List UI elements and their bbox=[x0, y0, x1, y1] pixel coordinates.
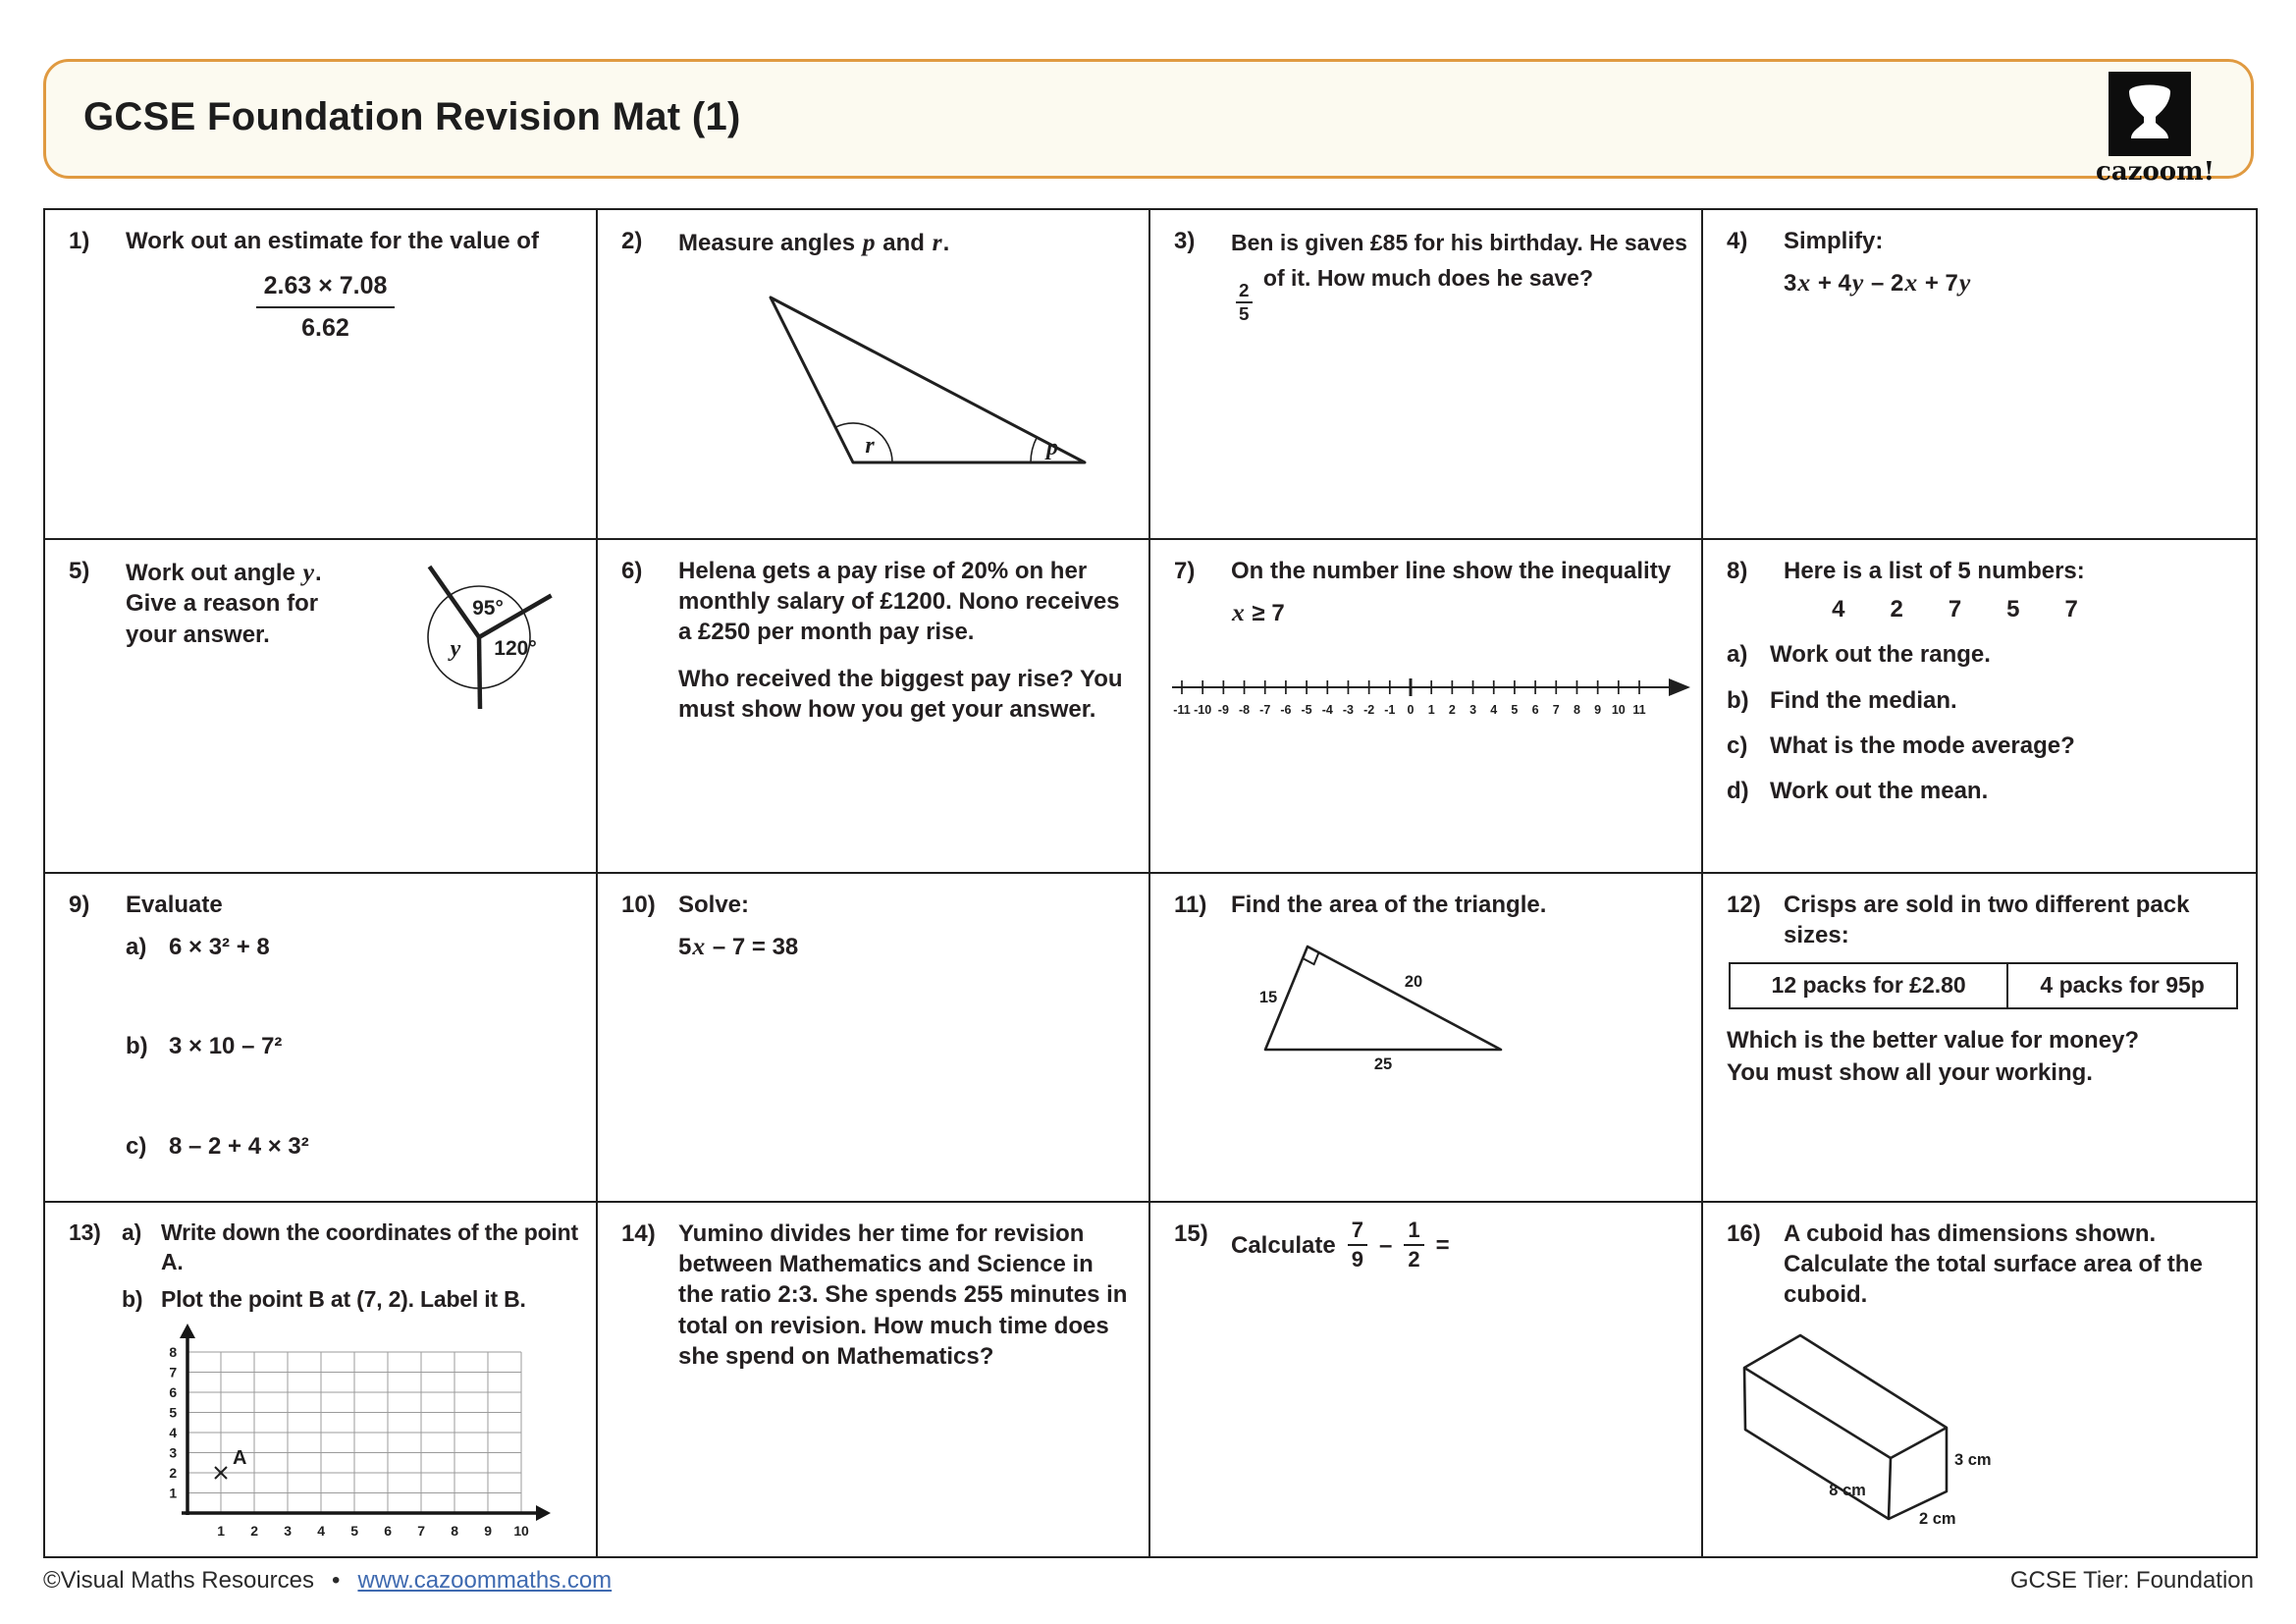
svg-text:-6: -6 bbox=[1280, 702, 1292, 717]
svg-text:9: 9 bbox=[1594, 702, 1602, 717]
length-label: 8 cm bbox=[1829, 1481, 1866, 1499]
svg-text:5: 5 bbox=[350, 1522, 358, 1539]
question-number: 6) bbox=[621, 558, 643, 584]
part-d bbox=[1727, 776, 2242, 806]
question-10 bbox=[598, 874, 1150, 1203]
svg-text:1: 1 bbox=[1427, 702, 1435, 717]
svg-text:2: 2 bbox=[169, 1464, 177, 1481]
pack-price-table bbox=[1729, 962, 2238, 1009]
svg-text:11: 11 bbox=[1632, 702, 1646, 717]
question-number: 11) bbox=[1174, 892, 1207, 918]
list-number: 2 bbox=[1890, 596, 1903, 623]
angle-120-label: 120° bbox=[494, 637, 537, 660]
angle-95-label: 95° bbox=[472, 597, 504, 620]
question-number: 8) bbox=[1727, 558, 1748, 584]
part-a bbox=[126, 932, 582, 962]
question-text: Work out angle y. bbox=[126, 558, 322, 586]
djembe-drum-icon bbox=[2109, 72, 2191, 156]
question-text-line2: Give a reason for your answer. bbox=[126, 590, 319, 648]
question-7 bbox=[1150, 540, 1703, 874]
number-list bbox=[1727, 594, 2183, 624]
question-number: 2) bbox=[621, 228, 643, 254]
svg-text:3: 3 bbox=[169, 1444, 177, 1461]
equals-sign: = bbox=[1435, 1231, 1450, 1259]
offer-cell-1: 12 packs for £2.80 bbox=[1731, 964, 2008, 1007]
svg-text:6: 6 bbox=[1531, 702, 1539, 717]
question-number: 14) bbox=[621, 1220, 656, 1247]
copyright-text: ©Visual Maths Resources bbox=[43, 1567, 315, 1594]
fraction-denominator: 5 bbox=[1239, 303, 1250, 325]
part-b bbox=[1727, 685, 2242, 716]
cuboid-diagram bbox=[1736, 1315, 2011, 1536]
question-text-after: of it. How much does he save? bbox=[1262, 264, 1594, 291]
question-number: 9) bbox=[69, 892, 90, 918]
inequality-expression: x ≥ 7 bbox=[1232, 598, 1285, 627]
part-a bbox=[1727, 639, 2242, 670]
right-triangle-diagram bbox=[1231, 932, 1525, 1074]
svg-text:-8: -8 bbox=[1238, 702, 1251, 717]
height-label: 3 cm bbox=[1954, 1450, 1992, 1469]
svg-text:7: 7 bbox=[417, 1522, 425, 1539]
part-text: Work out the mean. bbox=[1770, 777, 1989, 804]
question-5 bbox=[45, 540, 598, 874]
tier-label: GCSE Tier: Foundation bbox=[2009, 1567, 2254, 1594]
svg-text:-4: -4 bbox=[1321, 702, 1333, 717]
svg-text:5: 5 bbox=[169, 1404, 177, 1421]
svg-text:7: 7 bbox=[1552, 702, 1560, 717]
triangle-diagram bbox=[661, 272, 1122, 496]
svg-text:3: 3 bbox=[284, 1522, 292, 1539]
question-paragraph-1: Helena gets a pay rise of 20% on her monthly salary of £1200. Nono receives a £250 per month pay rise. bbox=[678, 558, 1120, 646]
part-label: a) bbox=[126, 934, 147, 961]
question-number: 5) bbox=[69, 558, 90, 584]
fraction-7-9 bbox=[1348, 1218, 1367, 1272]
part-text: Write down the coordinates of the point A. bbox=[161, 1219, 578, 1274]
question-label: Solve: bbox=[678, 892, 750, 918]
question-line-2: You must show all your working. bbox=[1727, 1059, 2093, 1087]
coordinate-grid bbox=[114, 1321, 582, 1556]
algebra-expression: 3x + 4y – 2x + 7y bbox=[1784, 268, 1971, 298]
worksheet-header bbox=[43, 59, 2254, 187]
question-text: Yumino divides her time for revision between Mathematics and Science in the ratio 2:3. She spends 255 minutes in total on revision. How much time does she spend on Mathematics? bbox=[678, 1220, 1128, 1370]
page-title: GCSE Foundation Revision Mat (1) bbox=[83, 95, 741, 138]
svg-text:-3: -3 bbox=[1342, 702, 1355, 717]
question-16 bbox=[1703, 1203, 2256, 1556]
question-9 bbox=[45, 874, 598, 1203]
question-number: 1) bbox=[69, 228, 90, 254]
part-label: b) bbox=[122, 1285, 143, 1312]
svg-text:A: A bbox=[233, 1446, 247, 1469]
question-number: 7) bbox=[1174, 558, 1196, 584]
side-label-20: 20 bbox=[1404, 973, 1423, 992]
question-6 bbox=[598, 540, 1150, 874]
svg-text:2: 2 bbox=[1448, 702, 1456, 717]
svg-text:3: 3 bbox=[1469, 702, 1477, 717]
question-14 bbox=[598, 1203, 1150, 1556]
part-label: b) bbox=[126, 1033, 148, 1060]
offer-cell-2: 4 packs for 95p bbox=[2040, 972, 2205, 999]
savings-fraction bbox=[1236, 281, 1253, 325]
question-number: 10) bbox=[621, 892, 656, 918]
fraction-numerator: 2.63 × 7.08 bbox=[256, 270, 396, 308]
question-text: Work out an estimate for the value of bbox=[126, 228, 539, 254]
svg-text:10: 10 bbox=[1611, 702, 1626, 717]
angle-y-label: y bbox=[450, 636, 461, 662]
svg-text:-9: -9 bbox=[1217, 702, 1229, 717]
fraction-denominator: 2 bbox=[1408, 1247, 1420, 1272]
part-text: What is the mode average? bbox=[1770, 731, 2075, 759]
question-text: Measure angles p and r. bbox=[678, 228, 950, 256]
question-number: 13) bbox=[69, 1219, 101, 1245]
svg-text:8: 8 bbox=[169, 1343, 177, 1360]
svg-text:-11: -11 bbox=[1173, 702, 1191, 717]
question-1 bbox=[45, 210, 598, 540]
part-a bbox=[122, 1218, 582, 1277]
svg-text:1: 1 bbox=[217, 1522, 225, 1539]
list-number: 4 bbox=[1832, 596, 1845, 623]
question-text: On the number line show the inequality bbox=[1231, 558, 1672, 584]
footer-link[interactable]: www.cazoommaths.com bbox=[357, 1567, 613, 1594]
question-15 bbox=[1150, 1203, 1703, 1556]
fraction-denominator: 6.62 bbox=[301, 313, 349, 342]
equation-expression: 5x – 7 = 38 bbox=[678, 932, 799, 961]
question-text: Find the area of the triangle. bbox=[1231, 892, 1547, 918]
list-number: 5 bbox=[2006, 596, 2020, 623]
part-b bbox=[122, 1285, 582, 1315]
question-3 bbox=[1150, 210, 1703, 540]
question-text: Calculate bbox=[1231, 1231, 1336, 1259]
question-text: A cuboid has dimensions shown. Calculate the total surface area of the cuboid. bbox=[1784, 1220, 2203, 1309]
list-number: 7 bbox=[1948, 596, 1962, 623]
svg-text:-1: -1 bbox=[1384, 702, 1396, 717]
part-c bbox=[1727, 731, 2242, 761]
angle-label-r: r bbox=[865, 433, 875, 460]
question-text-before: Ben is given £85 for his birthday. He saves bbox=[1231, 230, 1687, 255]
fraction-denominator: 9 bbox=[1351, 1247, 1363, 1272]
part-label: a) bbox=[122, 1219, 142, 1245]
svg-text:8: 8 bbox=[1573, 702, 1580, 717]
part-b bbox=[126, 1031, 582, 1061]
svg-text:-5: -5 bbox=[1301, 702, 1312, 717]
svg-text:0: 0 bbox=[1407, 702, 1415, 717]
question-13 bbox=[45, 1203, 598, 1556]
svg-text:-2: -2 bbox=[1363, 702, 1375, 717]
page-footer bbox=[43, 1567, 2254, 1595]
question-number: 16) bbox=[1727, 1220, 1761, 1247]
question-number: 4) bbox=[1727, 228, 1748, 254]
question-grid bbox=[43, 208, 2258, 1558]
svg-text:4: 4 bbox=[169, 1424, 177, 1440]
question-text: Here is a list of 5 numbers: bbox=[1784, 558, 2085, 584]
estimate-fraction bbox=[256, 270, 396, 344]
side-label-15: 15 bbox=[1258, 989, 1278, 1007]
minus-sign: – bbox=[1378, 1231, 1393, 1259]
part-label: d) bbox=[1727, 777, 1749, 804]
list-number: 7 bbox=[2064, 596, 2078, 623]
svg-text:-7: -7 bbox=[1259, 702, 1271, 717]
number-line bbox=[1170, 671, 1687, 731]
question-2 bbox=[598, 210, 1150, 540]
part-label: b) bbox=[1727, 686, 1749, 714]
question-4 bbox=[1703, 210, 2256, 540]
angles-at-point-diagram bbox=[381, 546, 582, 725]
part-label: a) bbox=[1727, 641, 1748, 669]
question-number: 15) bbox=[1174, 1220, 1208, 1247]
question-paragraph-2: Who received the biggest pay rise? You must show how you get your answer. bbox=[678, 665, 1123, 723]
part-label: c) bbox=[1727, 731, 1748, 759]
cazoom-logo bbox=[2096, 72, 2216, 187]
question-line-1: Which is the better value for money? bbox=[1727, 1027, 2140, 1055]
question-12 bbox=[1703, 874, 2256, 1203]
part-text: Find the median. bbox=[1770, 686, 1957, 714]
fraction-calculation bbox=[1231, 1218, 1687, 1272]
question-text: Evaluate bbox=[126, 892, 223, 918]
question-label: Simplify: bbox=[1784, 228, 1884, 254]
svg-text:10: 10 bbox=[513, 1522, 529, 1539]
angle-label-p: p bbox=[1046, 435, 1058, 461]
footer-left bbox=[43, 1567, 612, 1595]
footer-bullet: • bbox=[332, 1567, 341, 1594]
fraction-1-2 bbox=[1404, 1218, 1423, 1272]
part-text: Work out the range. bbox=[1770, 641, 1991, 669]
part-c bbox=[126, 1131, 582, 1162]
fraction-numerator: 2 bbox=[1236, 281, 1253, 303]
logo-brand-text: cazoom! bbox=[2096, 157, 2216, 187]
part-text: 6 × 3² + 8 bbox=[169, 934, 270, 961]
part-text: 8 – 2 + 4 × 3² bbox=[169, 1132, 309, 1160]
svg-text:4: 4 bbox=[317, 1522, 325, 1539]
fraction-numerator: 1 bbox=[1404, 1218, 1423, 1246]
question-8 bbox=[1703, 540, 2256, 874]
svg-text:6: 6 bbox=[384, 1522, 392, 1539]
depth-label: 2 cm bbox=[1919, 1509, 1956, 1528]
part-text: Plot the point B at (7, 2). Label it B. bbox=[161, 1285, 526, 1312]
svg-text:6: 6 bbox=[169, 1383, 177, 1400]
svg-text:5: 5 bbox=[1511, 702, 1519, 717]
svg-text:8: 8 bbox=[451, 1522, 458, 1539]
svg-text:2: 2 bbox=[250, 1522, 258, 1539]
question-number: 12) bbox=[1727, 892, 1761, 918]
question-11 bbox=[1150, 874, 1703, 1203]
fraction-numerator: 7 bbox=[1348, 1218, 1367, 1246]
svg-text:7: 7 bbox=[169, 1364, 177, 1380]
side-label-25: 25 bbox=[1373, 1056, 1393, 1074]
question-text: Crisps are sold in two different pack sizes: bbox=[1784, 892, 2190, 949]
svg-text:-10: -10 bbox=[1194, 702, 1212, 717]
svg-text:9: 9 bbox=[484, 1522, 492, 1539]
question-number: 3) bbox=[1174, 228, 1196, 254]
svg-text:4: 4 bbox=[1490, 702, 1498, 717]
part-label: c) bbox=[126, 1132, 147, 1160]
part-text: 3 × 10 – 7² bbox=[169, 1033, 283, 1060]
svg-text:1: 1 bbox=[169, 1485, 177, 1501]
